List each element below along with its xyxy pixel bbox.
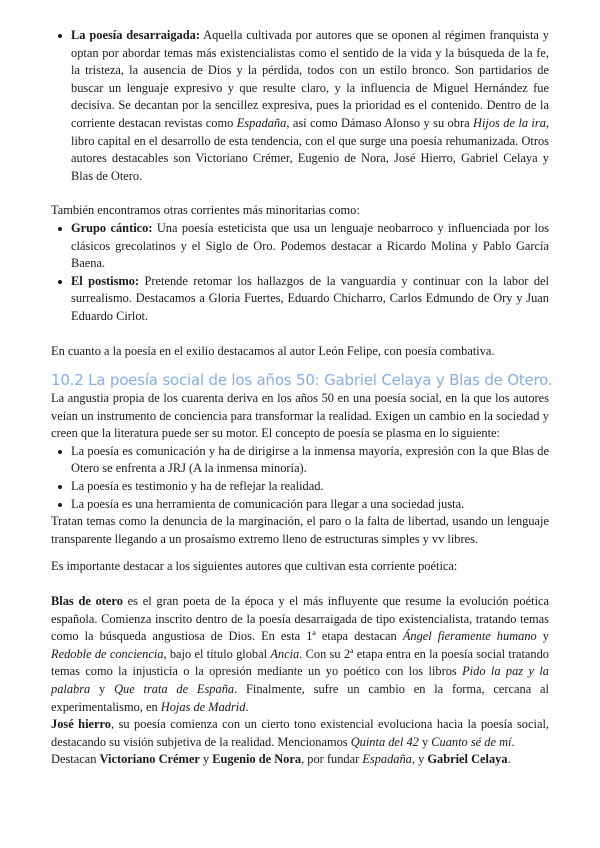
text-span: y	[90, 682, 115, 696]
desarraigada-list	[51, 27, 549, 185]
author-nora: Eugenio de Nora	[212, 752, 302, 767]
blas-paragraph	[51, 593, 549, 716]
text-span: Una poesía esteticista que usa un lenguaje neobarroco y influenciada por los clásicos grecolatinos y el Siglo de Oro. Podemos destacar a Ricardo Molina y Pablo García Baena.	[71, 220, 549, 271]
document-content	[51, 27, 553, 769]
social-intro-paragraph: La angustia propia de los cuarenta deriva en los años 50 en una poesía social, en la que los autores veían un instrumento de conciencia para transformar la realidad. Exigen un cambio en la sociedad y creen que la literatura puede ser su motor. El concepto de poesía se plasma en lo siguiente:	[51, 391, 549, 441]
temas-paragraph: Tratan temas como la denuncia de la marginación, el paro o la falta de libertad, usando un lenguaje transparente llegando a un prosaísmo extremo lleno de estructuras simples y vv libres.	[51, 514, 549, 546]
book-title: Que trata de España	[114, 682, 235, 696]
book-title: Ángel fieramente humano	[402, 629, 537, 644]
text-span: , y	[411, 752, 428, 767]
text-span: .	[511, 734, 515, 749]
text-span: Pretende retomar los hallazgos de la vanguardia y continuar con la labor del surrealismo. Destacamos a Gloria Fuertes, Eduardo Chicharro, Carlos Edmundo de Ory y Juan Eduardo Cirlot.	[71, 273, 549, 323]
term-desarraigada: La poesía desarraigada:	[71, 28, 200, 42]
list-item-postismo	[51, 273, 549, 326]
list-item: La poesía es comunicación y ha de dirigirse a la inmensa mayoría, expresión con la que Blas de Otero se enfrenta a JRJ (A la inmensa minoría).	[51, 443, 549, 478]
list-item-desarraigada	[51, 27, 549, 185]
text-span: es el gran poeta de la época y el más influyente que resume la evolución poética española. Comienza inscrito dentro de la poesía desarraigada de tipo existencialista, tratando temas como la búsqueda angustiosa de Dios. En esta 1ª etapa destacan	[51, 594, 550, 644]
text-span: Aquella cultivada por autores que se oponen al régimen franquista y optan por abordar temas más existencialistas como el sentido de la vida y la búsqueda de la fe, la tristeza, la ausencia de Dios y la pérdida, todos con un estilo bronco. Son partidarios de buscar un lenguaje expresivo y que resulte claro, y la influencia de Miguel Hernández fue decisiva. Se decantan por la sencillez expresiva, pues la prioridad es el contenido. Dentro de la corriente destacan revistas como	[71, 28, 549, 130]
book-title: Redoble de conciencia	[51, 646, 164, 661]
text-span: . Finalmente, sufre un cambio en la forma, cercana al experimentalismo, en	[51, 682, 550, 714]
text-span: y	[418, 734, 432, 749]
author-cremer: Victoriano Crémer	[99, 752, 200, 767]
author-celaya: Gabriel Celaya	[427, 752, 508, 767]
text-span: , bajo el título global	[163, 646, 271, 661]
author-blas: Blas de otero	[51, 594, 123, 609]
list-item: La poesía es una herramienta de comunicación para llegar a una sociedad justa.	[51, 496, 549, 514]
final-paragraph	[51, 751, 549, 769]
hierro-paragraph	[51, 716, 549, 751]
list-item: La poesía es testimonio y ha de reflejar la realidad.	[51, 478, 549, 496]
book-title: Cuanto sé de mí	[431, 734, 512, 749]
book-title: Quinta del 42	[350, 734, 419, 749]
text-span: , así como Dámaso Alonso y su obra	[286, 115, 473, 130]
book-title: Hojas de Madrid	[160, 699, 246, 714]
term-cantico: Grupo cántico:	[71, 220, 153, 235]
autores-intro: Es importante destacar a los siguientes autores que cultivan esta corriente poética:	[51, 559, 458, 574]
book-title: Ancia	[270, 646, 300, 661]
text-span: , su poesía comienza con un cierto tono existencial evoluciona hacia la poesía social, destacando su visión subjetiva de la realidad. Mencionamos	[51, 717, 549, 749]
title-espadana: Espadaña	[362, 752, 412, 767]
text-span: , por fundar	[301, 752, 363, 767]
text-span: Destacan	[51, 752, 100, 767]
minoritarias-intro: También encontramos otras corrientes más minoritarias como:	[51, 203, 360, 218]
text-span: .	[245, 699, 249, 714]
social-list	[51, 443, 549, 513]
list-item-cantico	[51, 220, 549, 273]
author-hierro: José hierro	[51, 717, 111, 732]
text-span: .	[507, 752, 511, 767]
text-span: y	[199, 752, 213, 767]
title-espadana: Espadaña	[236, 115, 287, 130]
text-span: . Con su 2ª etapa entra en la poesía social tratando temas como la injusticia o la opresión mediante un yo poético con los libros	[51, 646, 549, 679]
exilio-paragraph: En cuanto a la poesía en el exilio destacamos al autor León Felipe, con poesía combativa.	[51, 343, 495, 358]
text-span: , libro capital en el desarrollo de esta tendencia, con el que surge una poesía rehumanizada. Otros autores destacables son Victoriano Crémer, Eugenio de Nora, José Hierro, Gabriel Celaya y Blas de Otero.	[71, 115, 550, 183]
title-hijos-de-la-ira: Hijos de la ira	[473, 115, 546, 130]
minoritarias-list	[51, 220, 549, 326]
section-heading: 10.2 La poesía social de los años 50: Gabriel Celaya y Blas de Otero.	[51, 371, 553, 390]
text-span: y	[536, 629, 549, 644]
term-postismo: El postismo:	[71, 273, 140, 288]
book-title: Pido la paz y la palabra	[51, 664, 550, 696]
